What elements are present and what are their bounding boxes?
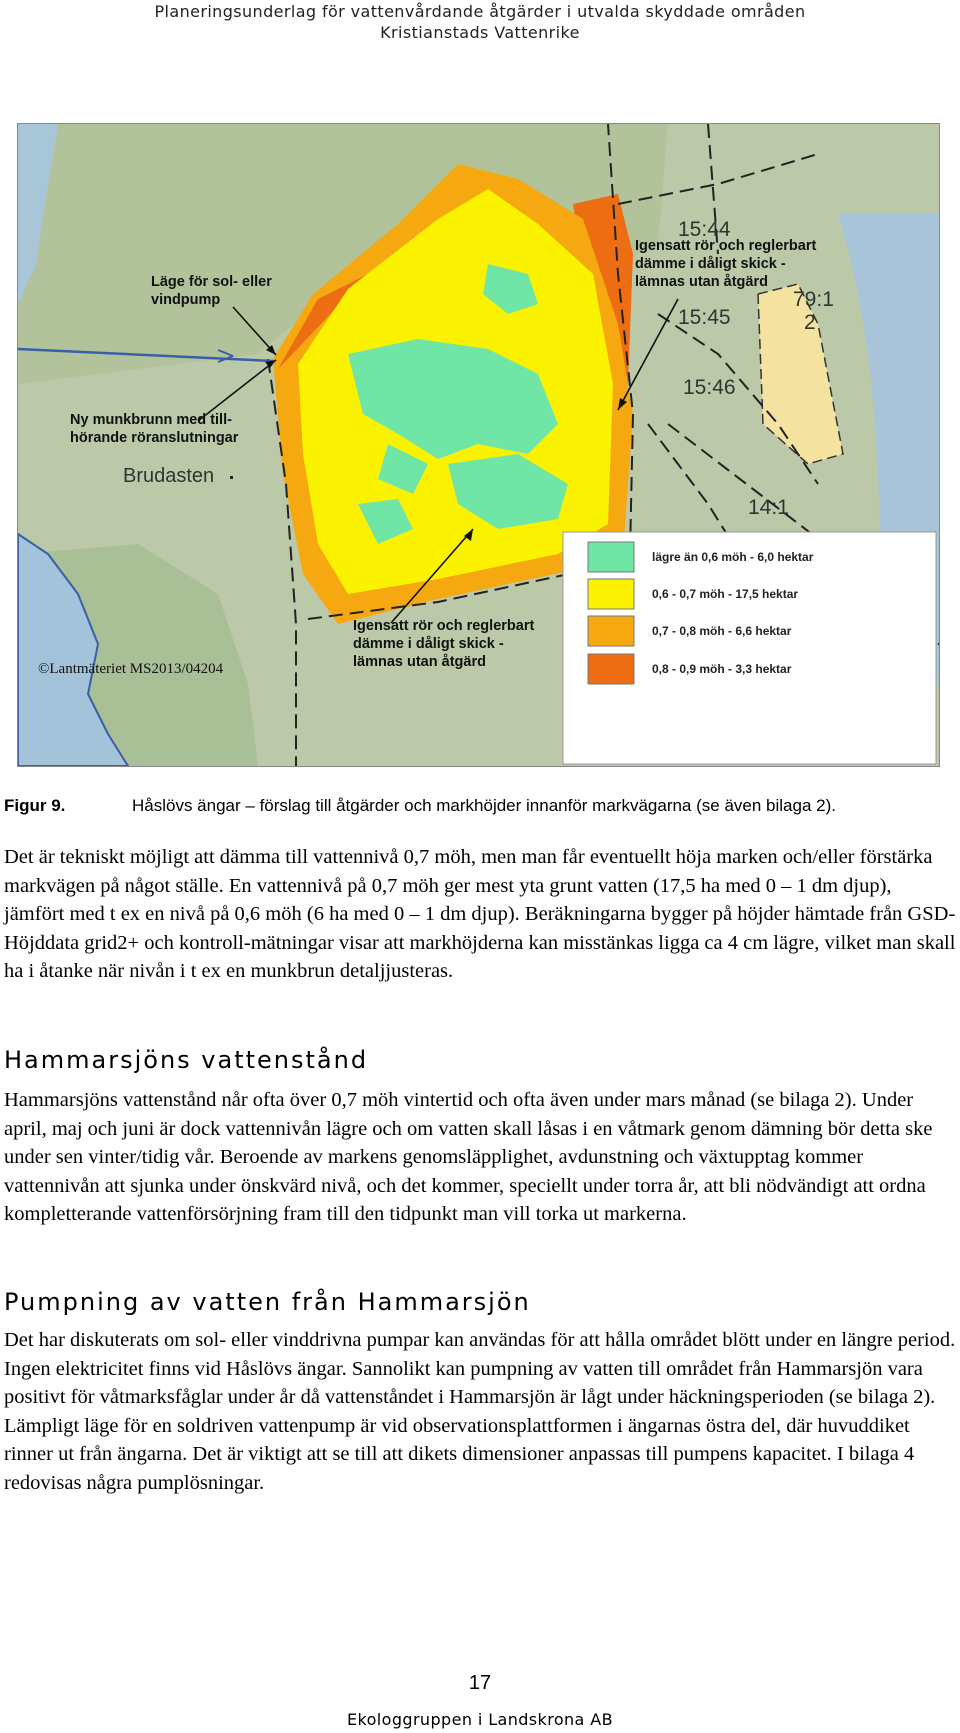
page-number: 17 <box>468 1672 492 1694</box>
parcel-label-1546: 15:46 <box>683 376 736 399</box>
label-pump-line2: vindpump <box>151 292 221 308</box>
label-pump-line1: Läge för sol- eller <box>151 274 272 290</box>
legend-swatch-below-06 <box>588 542 634 572</box>
legend-swatch-06-07 <box>588 579 634 609</box>
page-footer: Ekologgruppen i Landskrona AB <box>347 1710 613 1729</box>
map-figure <box>17 123 940 767</box>
legend-swatch-08-09 <box>588 654 634 684</box>
label-dam-ne-line3: lämnas utan åtgärd <box>635 274 768 290</box>
label-dam-ne-line1: Igensatt rör och reglerbart <box>635 238 817 254</box>
parcel-label-791b: 2 <box>804 311 816 334</box>
label-dam-s-line3: lämnas utan åtgärd <box>353 654 486 670</box>
paragraph-pumping: Det har diskuterats om sol- eller vinddrivna pumpar kan användas för att hålla området blött under en längre period. Ingen elektricitet finns vid Håslövs ängar. Sannolikt kan pumpning av vatten till området från Hammarsjön vara positivt för våtmarksfåglar under år då vattenståndet i Hammarsjön är lågt under häckningsperioden (se bilaga 2). Lämpligt läge för en soldriven vattenpump är vid observationsplattformen i ängarnas östra del, där huvuddiket rinner ut från ängarna. Det är viktigt att se till att dikets dimensioner anpassas till pumpens kapacitet. I bilaga 4 redovisas några pumplösningar. <box>4 1329 956 1494</box>
legend-label-06-07: 0,6 - 0,7 möh - 17,5 hektar <box>652 587 799 601</box>
parcel-label-791: 79:1 <box>793 288 834 311</box>
label-dam-ne-line2: dämme i dåligt skick - <box>635 256 786 272</box>
place-dot <box>230 476 233 479</box>
label-dam-s-line2: dämme i dåligt skick - <box>353 636 504 652</box>
paragraph-water-level: Det är tekniskt möjligt att dämma till vattennivå 0,7 möh, men man får eventuellt höja marken och/eller förstärka markvägen på något ställe. En vattennivå på 0,7 möh ger mest yta grunt vatten (17,5 ha med 0 – 1 dm djup), jämfört med t ex en nivå på 0,6 möh (6 ha med 0 – 1 dm djup). Beräkningarna bygger på höjder hämtade från GSD-Höjddata grid2+ och kontroll-mätningar visar att markhöjderna kan misstänkas ligga ca 4 cm lägre, vilket man skall ha i åtanke när nivån i t ex en munkbrun detaljjusteras. <box>4 846 956 983</box>
heading-pumpning: Pumpning av vatten från Hammarsjön <box>4 1288 531 1316</box>
legend-swatch-07-08 <box>588 616 634 646</box>
running-header-subtitle: Kristianstads Vattenrike <box>380 23 580 42</box>
parcel-label-1545: 15:45 <box>678 306 731 329</box>
map-legend <box>563 532 936 764</box>
legend-label-below-06: lägre än 0,6 möh - 6,0 hektar <box>652 550 814 564</box>
label-well-line1: Ny munkbrunn med till- <box>70 412 232 428</box>
heading-hammarsjons-vattenstand: Hammarsjöns vattenstånd <box>4 1046 369 1074</box>
paragraph-hammarsjon-level: Hammarsjöns vattenstånd når ofta över 0,7 möh vintertid och ofta även under mars månad (se bilaga 2). Under april, maj och juni är dock vattennivån lägre och om vatten skall låsas i en våtmark genom dämning bör detta ske under sen vinter/tidig vår. Beroende av markens genomsläpplighet, avdunstning och växtupptag kommer vattennivån att sjunka under önskvärd nivå, och det kommer, speciellt under torra år, att bli nödvändigt att ordna kompletterande vattenförsörjning fram till den tidpunkt man vill torka ut markerna. <box>4 1089 933 1226</box>
legend-label-07-08: 0,7 - 0,8 möh - 6,6 hektar <box>652 624 792 638</box>
figure-caption-text: Håslövs ängar – förslag till åtgärder och markhöjder innanför markvägarna (se även bilaga 2). <box>132 796 836 815</box>
parcel-label-141: 14:1 <box>748 496 789 519</box>
label-dam-s-line1: Igensatt rör och reglerbart <box>353 618 535 634</box>
place-name: Brudasten <box>123 465 215 487</box>
legend-label-08-09: 0,8 - 0,9 möh - 3,3 hektar <box>652 662 792 676</box>
figure-caption-label: Figur 9. <box>4 796 66 815</box>
map-copyright: ©Lantmäteriet MS2013/04204 <box>38 661 224 677</box>
running-header-title: Planeringsunderlag för vattenvårdande åtgärder i utvalda skyddade områden <box>154 2 806 21</box>
label-well-line2: hörande röranslutningar <box>70 430 239 446</box>
parcel-label-1544: 15:44 <box>678 218 731 241</box>
